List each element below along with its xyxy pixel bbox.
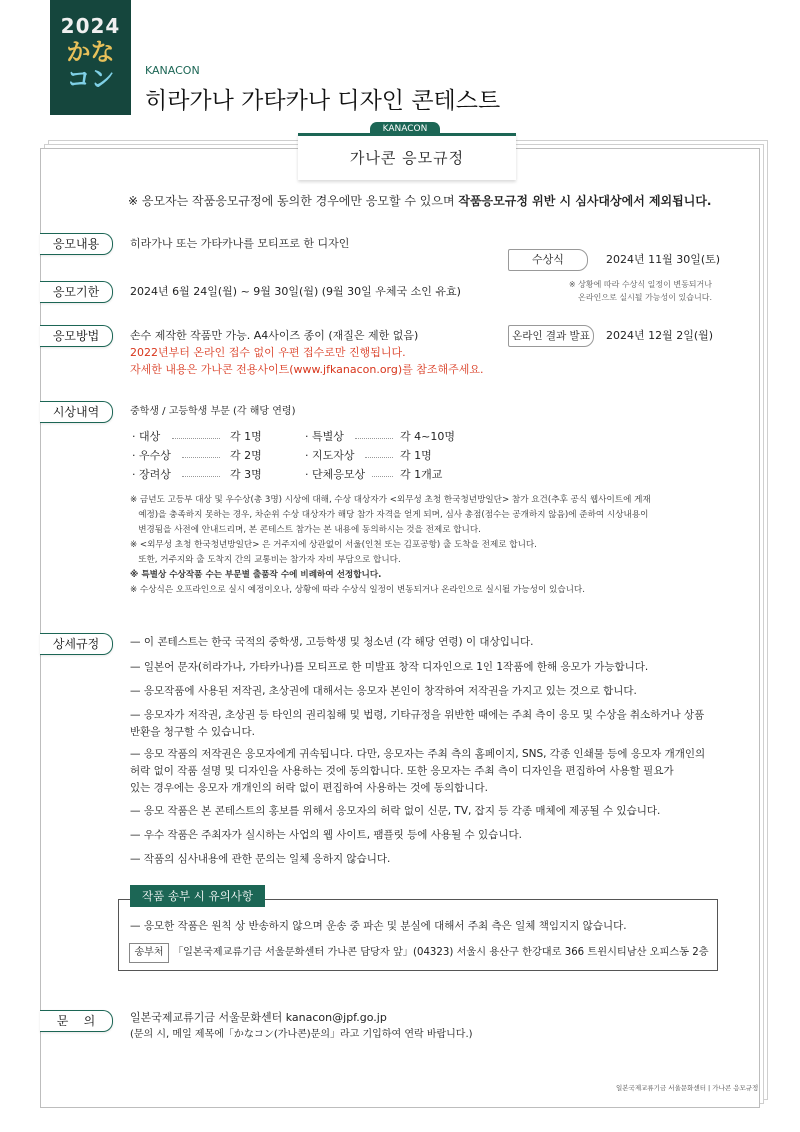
- label-method: 응모방법: [40, 325, 113, 347]
- logo-text-kana: かな: [66, 38, 115, 66]
- prize-right-1: · 지도자상: [305, 449, 355, 462]
- rule-6: — 우수 작품은 주최자가 실시하는 사업의 웹 사이트, 팸플릿 등에 사용될 수 있습니다.: [130, 829, 522, 841]
- ceremony-note-1: ※ 상황에 따라 수상식 일정이 변동되거나: [568, 280, 712, 289]
- notice-prefix: ※ 응모자는 작품응모규정에 동의한 경우에만 응모할 수 있으며: [128, 194, 459, 208]
- award-note-0: ※ 금년도 고등부 대상 및 우수상(총 3명) 시상에 대해, 수상 대상자가 <외무성 초청 한국청년방일단> 참가 요건(추후 공식 웹사이트에 게재: [130, 495, 651, 505]
- prize-left-0: · 대상: [132, 430, 161, 443]
- prize-left-2-count: 각 3명: [230, 468, 262, 481]
- method-line-1: 손수 제작한 작품만 가능. A4사이즈 종이 (재질은 제한 없음): [130, 329, 419, 342]
- award-note-6: ※ 수상식은 오프라인으로 실시 예정이오나, 상황에 따라 수상식 일정이 변동되거나 온라인으로 실시될 가능성이 있습니다.: [130, 585, 585, 595]
- prize-right-0-count: 각 4~10명: [400, 430, 455, 443]
- label-period: 응모기한: [40, 281, 113, 303]
- method-line-2: 2022년부터 온라인 접수 없이 우편 접수로만 진행됩니다.: [130, 346, 406, 359]
- online-result-date: 2024년 12월 2일(월): [606, 329, 714, 342]
- inquiry-line-2: (문의 시, 메일 제목에「かなコン(가나콘)문의」라고 기입하여 연락 바랍니다.): [130, 1029, 473, 1040]
- shipping-title: 작품 송부 시 유의사항: [130, 885, 265, 907]
- send-label: 송부처: [129, 943, 169, 963]
- prize-right-1-count: 각 1명: [400, 449, 432, 462]
- label-content: 응모내용: [40, 233, 113, 255]
- rule-2: — 응모작품에 사용된 저작권, 초상권에 대해서는 응모자 본인이 창작하여 저작권을 가지고 있는 것으로 합니다.: [130, 685, 637, 697]
- logo-text-con: コン: [66, 65, 115, 93]
- document-tab: [298, 133, 516, 180]
- page-footer: 일본국제교류기금 서울문화센터 | 가나콘 응모규정: [616, 1084, 759, 1092]
- logo-year: 2024: [60, 14, 121, 38]
- award-note-2: 변경됨을 사전에 안내드리며, 본 콘테스트 참가는 본 내용에 동의하시는 것을 전제로 합니다.: [130, 525, 481, 535]
- award-note-4: 또한, 거주지와 출 도착지 간의 교통비는 참가자 자비 부담으로 합니다.: [130, 555, 401, 565]
- brand-label: KANACON: [145, 64, 200, 77]
- rule-3: — 응모자가 저작권, 초상권 등 타인의 권리침해 및 법령, 기타규정을 위반한 때에는 주최 측이 응모 및 수상을 취소하거나 상품 반환을 청구할 수 있습니다.: [130, 709, 705, 738]
- notice-bold: 작품응모규정 위반 시 심사대상에서 제외됩니다.: [458, 194, 712, 208]
- label-award: 시상내역: [40, 401, 113, 423]
- prize-left-2: · 장려상: [132, 468, 171, 481]
- prize-right-1-leader: [365, 457, 393, 458]
- ceremony-note-2: 온라인으로 실시될 가능성이 있습니다.: [578, 293, 712, 302]
- page-title: 히라가나 가타카나 디자인 콘테스트: [145, 88, 501, 114]
- prize-left-1: · 우수상: [132, 449, 171, 462]
- ceremony-date: 2024년 11월 30일(토): [606, 253, 721, 266]
- rule-4: — 응모 작품의 저작권은 응모자에게 귀속됩니다. 다만, 응모자는 주최 측의 홈페이지, SNS, 각종 인쇄물 등에 응모자 개개인의 허락 없이 작품 설명 및 디자인을 사용하는 것에 동의합니다. 또한 응모자는 주최 측이 디자인을 편집하여 사용할 필요가 있는 경우에는 응모자 개개인의 허락 없이 편집하여 사용하는 것에 동의합니다.: [130, 748, 706, 794]
- period-text: 2024년 6월 24일(월) ~ 9월 30일(월) (9월 30일 우체국 소인 유효): [130, 285, 461, 298]
- prize-left-0-leader: [172, 438, 220, 439]
- prize-left-1-count: 각 2명: [230, 449, 262, 462]
- prize-right-2: · 단체응모상: [305, 468, 366, 481]
- kanacon-logo: [50, 0, 131, 115]
- online-result-label: 온라인 결과 발표: [508, 325, 594, 347]
- prize-right-0: · 특별상: [305, 430, 344, 443]
- rule-7: — 작품의 심사내용에 관한 문의는 일체 응하지 않습니다.: [130, 853, 391, 865]
- prize-right-2-leader: [372, 476, 393, 477]
- rule-0: — 이 콘테스트는 한국 국적의 중학생, 고등학생 및 청소년 (각 해당 연령) 이 대상입니다.: [130, 636, 534, 648]
- prize-left-1-leader: [182, 457, 220, 458]
- send-address: 「일본국제교류기금 서울문화센터 가나콘 담당자 앞」(04323) 서울시 용산구 한강대로 366 트윈시티남산 오피스동 2층: [173, 947, 709, 958]
- content-text: 히라가나 또는 가타카나를 모티프로 한 디자인: [130, 237, 350, 250]
- method-text: [130, 327, 484, 378]
- tab-badge: KANACON: [370, 122, 440, 136]
- award-note-5: ※ 특별상 수상작품 수는 부문별 출품작 수에 비례하여 선정합니다.: [130, 570, 382, 580]
- inquiry-line-1: 일본국제교류기금 서울문화센터 kanacon@jpf.go.jp: [130, 1011, 387, 1024]
- ceremony-note: [566, 278, 712, 304]
- award-note-1: 예정)을 충족하지 못하는 경우, 차순위 수상 대상자가 해당 참가 자격을 얻게 되며, 심사 총점(점수는 공개하지 않음)에 준하여 시상내용이: [130, 510, 649, 520]
- award-head: 중학생 / 고등학생 부문 (각 해당 연령): [130, 406, 296, 417]
- label-inquiry: 문 의: [40, 1010, 113, 1032]
- prize-right-2-count: 각 1개교: [400, 468, 443, 481]
- shipping-line: — 응모한 작품은 원칙 상 반송하지 않으며 운송 중 파손 및 분실에 대해서 주최 측은 일체 책임지지 않습니다.: [130, 920, 627, 932]
- award-notes: [130, 493, 730, 598]
- inquiry-text: [130, 1009, 473, 1043]
- label-detail: 상세규정: [40, 633, 113, 655]
- prize-left-0-count: 각 1명: [230, 430, 262, 443]
- ceremony-label: 수상식: [508, 249, 588, 271]
- document-tab-title: 가나콘 응모규정: [349, 149, 465, 167]
- prize-left-2-leader: [182, 476, 220, 477]
- prize-right-0-leader: [355, 438, 393, 439]
- rule-5: — 응모 작품은 본 콘테스트의 홍보를 위해서 응모자의 허락 없이 신문, TV, 잡지 등 각종 매체에 제공될 수 있습니다.: [130, 805, 661, 817]
- method-line-3: 자세한 내용은 가나콘 전용사이트(www.jfkanacon.org)를 참조해주세요.: [130, 363, 484, 376]
- award-note-3: ※ <외무성 초청 한국청년방일단> 은 거주지에 상관없이 서울(인천 또는 김포공항) 출 도착을 전제로 합니다.: [130, 540, 537, 550]
- notice-text: [128, 192, 712, 209]
- rule-1: — 일본어 문자(히라가나, 가타카나)를 모티프로 한 미발표 창작 디자인으로 1인 1작품에 한해 응모가 가능합니다.: [130, 661, 649, 673]
